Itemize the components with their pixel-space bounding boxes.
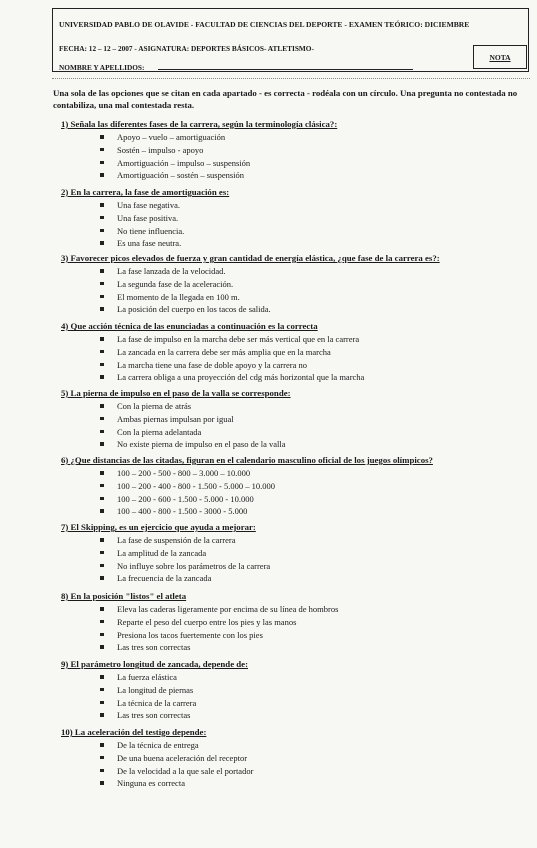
answer-option[interactable] — [61, 671, 248, 684]
square-bullet-icon — [100, 756, 104, 760]
square-bullet-icon — [100, 620, 104, 624]
question-title: 4) Que acción técnica de las enunciadas a continuación es la correcta — [61, 321, 318, 331]
square-bullet-icon — [100, 471, 104, 475]
answer-option[interactable] — [61, 359, 364, 372]
option-text: 100 – 200 - 500 - 800 – 3.000 – 10.000 — [117, 468, 251, 478]
answer-option[interactable] — [61, 237, 229, 250]
option-list — [61, 199, 229, 250]
square-bullet-icon — [100, 229, 104, 233]
answer-option[interactable] — [61, 765, 253, 778]
square-bullet-icon — [100, 241, 104, 245]
option-list — [61, 671, 248, 722]
option-text: La fase de suspensión de la carrera — [117, 535, 236, 545]
answer-option[interactable] — [61, 333, 364, 346]
square-bullet-icon — [100, 564, 104, 568]
question-2 — [61, 187, 229, 250]
answer-option[interactable] — [61, 616, 338, 629]
option-text: Eleva las caderas ligeramente por encima de su línea de hombros — [117, 604, 339, 614]
question-5 — [61, 388, 291, 451]
option-text: Amortiguación – impulso – suspensión — [117, 157, 251, 168]
question-title: 6) ¿Que distancias de las citadas, figuran en el calendario masculino oficial de los juegos olímpicos? — [61, 455, 433, 465]
option-list — [61, 265, 440, 316]
answer-option[interactable] — [61, 157, 337, 170]
question-7 — [61, 522, 270, 585]
square-bullet-icon — [100, 645, 104, 649]
question-9 — [61, 659, 248, 722]
square-bullet-icon — [100, 688, 104, 692]
answer-option[interactable] — [61, 777, 253, 790]
answer-option[interactable] — [61, 603, 338, 616]
instructions: Una sola de las opciones que se citan en cada apartado - es correcta - rodéala con un círculo. Una pregunta no contestada no contabiliza, una mal contestada resta. — [53, 88, 518, 110]
square-bullet-icon — [100, 282, 104, 286]
answer-option[interactable] — [61, 493, 433, 506]
answer-option[interactable] — [61, 225, 229, 238]
option-text: Con la pierna de atrás — [117, 401, 192, 411]
option-text: Una fase negativa. — [117, 200, 181, 210]
answer-option[interactable] — [61, 709, 248, 722]
answer-option[interactable] — [61, 144, 337, 157]
answer-option[interactable] — [61, 534, 270, 547]
option-list — [61, 739, 253, 790]
square-bullet-icon — [100, 307, 104, 311]
option-text: La amplitud de la zancada — [117, 547, 207, 558]
square-bullet-icon — [100, 203, 104, 207]
option-text: No existe pierna de impulso en el paso de la valla — [117, 439, 286, 450]
square-bullet-icon — [100, 442, 104, 446]
option-text: De la técnica de entrega — [117, 740, 199, 750]
option-text: Las tres son correctas — [117, 710, 191, 721]
answer-option[interactable] — [61, 371, 364, 384]
option-text: De una buena aceleración del receptor — [117, 752, 248, 763]
square-bullet-icon — [100, 430, 104, 434]
answer-option[interactable] — [61, 697, 248, 710]
option-text: Reparte el peso del cuerpo entre los pies y las manos — [117, 616, 297, 627]
option-text: Ninguna es correcta — [117, 778, 185, 789]
question-title: 10) La aceleración del testigo depende: — [61, 727, 207, 737]
answer-option[interactable] — [61, 560, 270, 573]
option-text: Apoyo – vuelo – amortiguación — [117, 132, 226, 142]
answer-option[interactable] — [61, 505, 433, 518]
option-text: La técnica de la carrera — [117, 697, 197, 708]
name-label: NOMBRE Y APELLIDOS: — [59, 63, 145, 72]
option-list — [61, 534, 270, 585]
square-bullet-icon — [100, 781, 104, 785]
question-title: 1) Señala las diferentes fases de la carrera, según la terminología clásica?: — [61, 119, 338, 129]
divider — [52, 78, 530, 79]
square-bullet-icon — [100, 607, 104, 611]
square-bullet-icon — [100, 135, 104, 139]
answer-option[interactable] — [61, 199, 229, 212]
square-bullet-icon — [100, 363, 104, 367]
square-bullet-icon — [100, 675, 104, 679]
answer-option[interactable] — [61, 467, 433, 480]
option-text: La fase lanzada de la velocidad. — [117, 266, 226, 276]
square-bullet-icon — [100, 173, 104, 177]
question-10 — [61, 727, 253, 790]
option-text: Las tres son correctas — [117, 642, 191, 653]
option-text: El momento de la llegada en 100 m. — [117, 291, 240, 302]
square-bullet-icon — [100, 216, 104, 220]
answer-option[interactable] — [61, 438, 291, 451]
option-text: Con la pierna adelantada — [117, 426, 202, 437]
university-line: UNIVERSIDAD PABLO DE OLAVIDE - FACULTAD DE CIENCIAS DEL DEPORTE - EXAMEN TEÓRICO: DICIEMBRE — [59, 20, 470, 29]
option-text: Amortiguación – sostén – suspensión — [117, 170, 245, 181]
answer-option[interactable] — [61, 303, 440, 316]
option-text: La frecuencia de la zancada — [117, 573, 212, 584]
square-bullet-icon — [100, 538, 104, 542]
square-bullet-icon — [100, 417, 104, 421]
answer-option[interactable] — [61, 212, 229, 225]
square-bullet-icon — [100, 404, 104, 408]
question-title: 7) El Skipping, es un ejercicio que ayuda a mejorar: — [61, 522, 256, 532]
square-bullet-icon — [100, 769, 104, 773]
option-text: La posición del cuerpo en los tacos de salida. — [117, 304, 271, 315]
option-text: La carrera obliga a una proyección del cdg más horizontal que la marcha — [117, 372, 365, 383]
question-title: 8) En la posición "listos" el atleta — [61, 591, 187, 601]
answer-option[interactable] — [61, 426, 291, 439]
option-text: Una fase positiva. — [117, 212, 179, 223]
option-text: Presiona los tacos fuertemente con los pies — [117, 629, 263, 640]
answer-option[interactable] — [61, 413, 291, 426]
option-text: Ambas piernas impulsan por igual — [117, 413, 234, 424]
square-bullet-icon — [100, 551, 104, 555]
question-4 — [61, 321, 364, 384]
answer-option[interactable] — [61, 684, 248, 697]
option-text: 100 – 200 - 400 - 800 - 1.500 - 5.000 – 10.000 — [117, 480, 275, 491]
square-bullet-icon — [100, 576, 104, 580]
square-bullet-icon — [100, 269, 104, 273]
grade-box: NOTA — [473, 45, 527, 69]
answer-option[interactable] — [61, 641, 338, 654]
option-text: La marcha tiene una fase de doble apoyo y la carrera no — [117, 359, 307, 370]
square-bullet-icon — [100, 484, 104, 488]
option-text: Es una fase neutra. — [117, 238, 182, 249]
answer-option[interactable] — [61, 547, 270, 560]
option-text: La zancada en la carrera debe ser más amplia que en la marcha — [117, 346, 331, 357]
answer-option[interactable] — [61, 265, 440, 278]
option-text: La segunda fase de la aceleración. — [117, 278, 234, 289]
option-text: Sostén – impulso - apoyo — [117, 144, 204, 155]
question-title: 5) La pierna de impulso en el paso de la valla se corresponde: — [61, 388, 291, 398]
square-bullet-icon — [100, 375, 104, 379]
square-bullet-icon — [100, 295, 104, 299]
question-8 — [61, 591, 338, 654]
square-bullet-icon — [100, 161, 104, 165]
option-list — [61, 333, 364, 384]
answer-option[interactable] — [61, 346, 364, 359]
date-subject-line: FECHA: 12 – 12 – 2007 - ASIGNATURA: DEPORTES BÁSICOS- ATLETISMO- — [59, 44, 314, 53]
answer-option[interactable] — [61, 291, 440, 304]
question-title: 9) El parámetro longitud de zancada, depende de: — [61, 659, 249, 669]
square-bullet-icon — [100, 148, 104, 152]
name-field[interactable] — [158, 69, 413, 70]
square-bullet-icon — [100, 743, 104, 747]
square-bullet-icon — [100, 350, 104, 354]
option-list — [61, 603, 338, 654]
answer-option[interactable] — [61, 629, 338, 642]
question-1 — [61, 119, 337, 182]
option-text: La fuerza elástica — [117, 672, 177, 682]
option-text: De la velocidad a la que sale el portador — [117, 765, 254, 776]
option-text: No influye sobre los parámetros de la carrera — [117, 560, 271, 571]
option-text: La fase de impulso en la marcha debe ser más vertical que en la carrera — [117, 334, 360, 344]
exam-header — [52, 8, 529, 72]
option-list — [61, 467, 433, 518]
question-3 — [61, 253, 440, 316]
option-text: 100 – 200 - 600 - 1.500 - 5.000 - 10.000 — [117, 493, 254, 504]
option-list — [61, 131, 337, 182]
option-text: No tiene influencia. — [117, 225, 185, 236]
question-title: 2) En la carrera, la fase de amortiguación es: — [61, 187, 230, 197]
square-bullet-icon — [100, 713, 104, 717]
square-bullet-icon — [100, 497, 104, 501]
answer-option[interactable] — [61, 169, 337, 182]
square-bullet-icon — [100, 337, 104, 341]
answer-option[interactable] — [61, 752, 253, 765]
answer-option[interactable] — [61, 278, 440, 291]
option-list — [61, 400, 291, 451]
option-text: 100 – 400 - 800 - 1.500 - 3000 - 5.000 — [117, 506, 248, 517]
answer-option[interactable] — [61, 131, 337, 144]
square-bullet-icon — [100, 701, 104, 705]
answer-option[interactable] — [61, 572, 270, 585]
square-bullet-icon — [100, 633, 104, 637]
question-title: 3) Favorecer picos elevados de fuerza y gran cantidad de energía elástica, ¿que fase de la carrera es?: — [61, 253, 440, 263]
question-6 — [61, 455, 433, 518]
answer-option[interactable] — [61, 400, 291, 413]
square-bullet-icon — [100, 509, 104, 513]
answer-option[interactable] — [61, 739, 253, 752]
answer-option[interactable] — [61, 480, 433, 493]
option-text: La longitud de piernas — [117, 684, 194, 695]
